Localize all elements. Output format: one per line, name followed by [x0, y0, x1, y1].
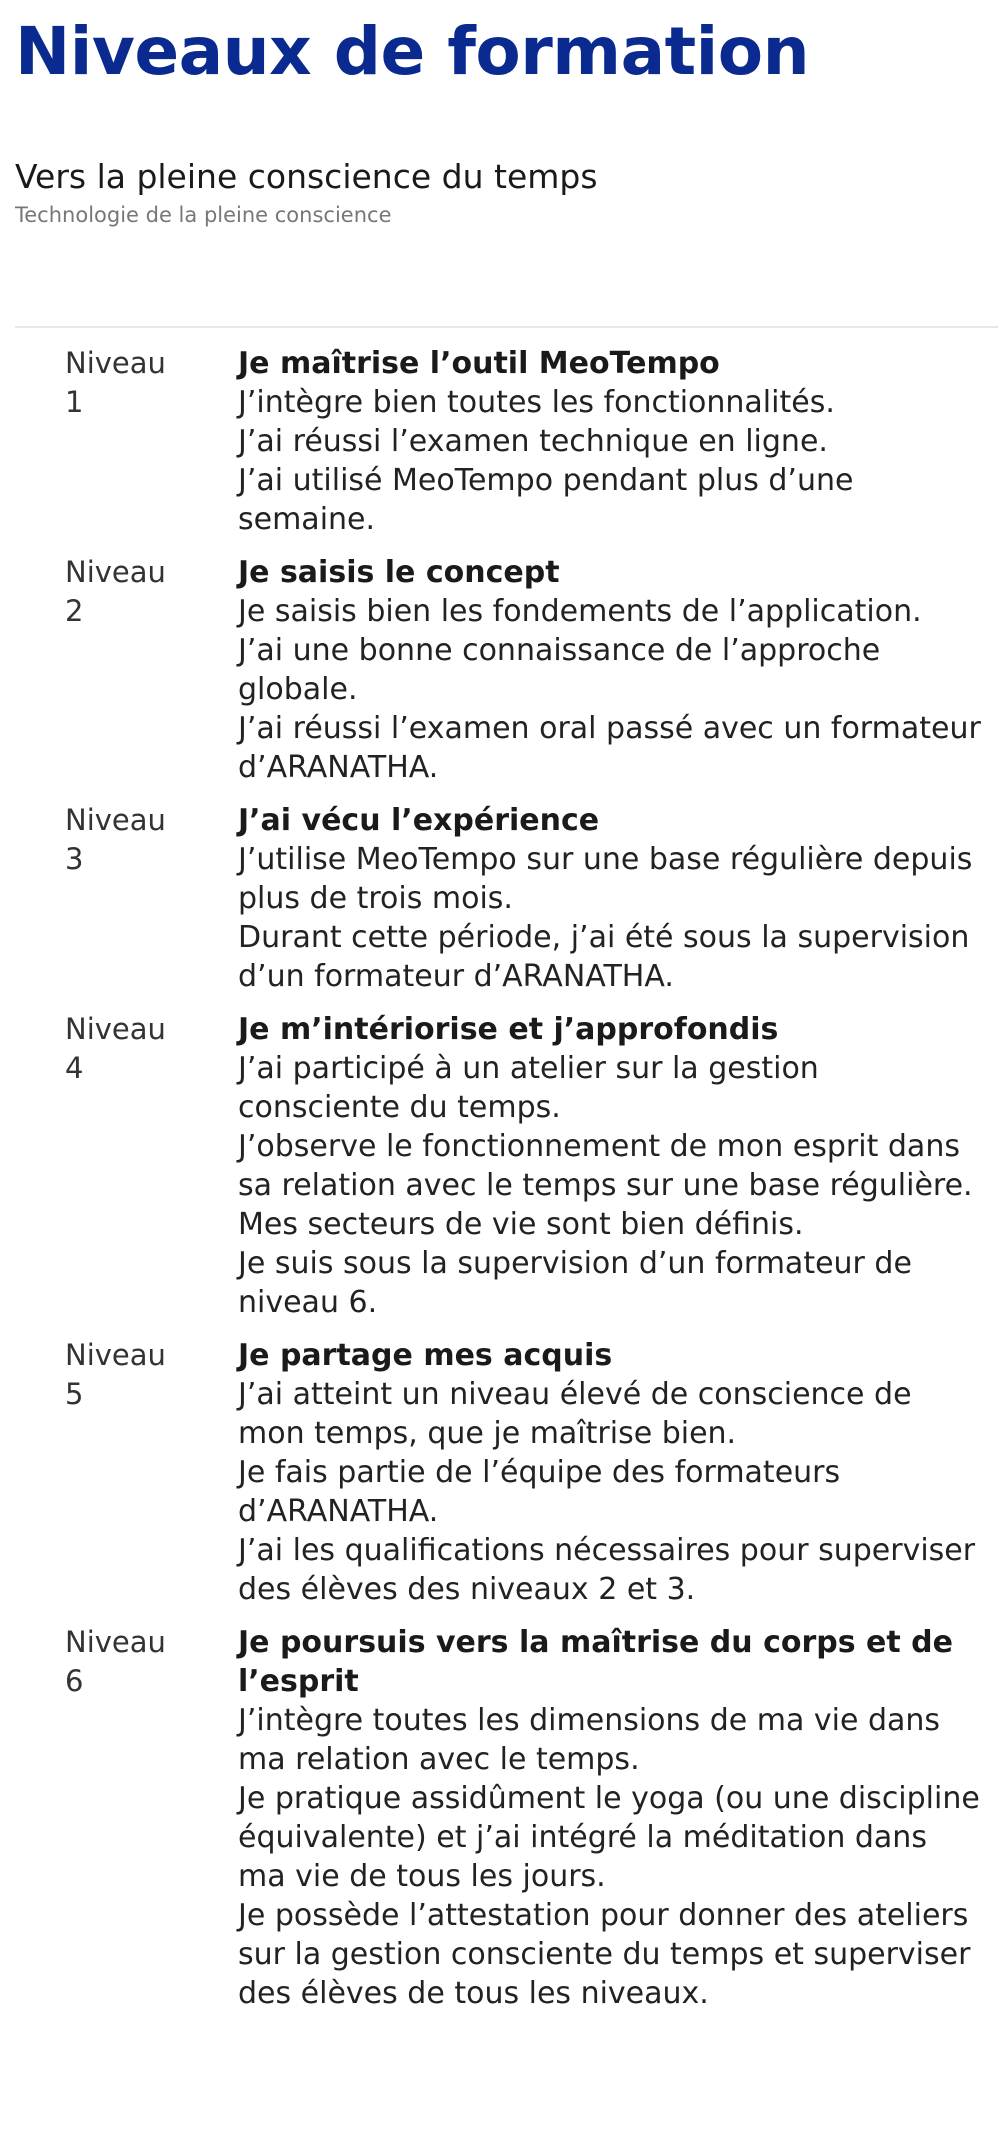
level-item-1	[15, 344, 985, 539]
level-item-6	[15, 1623, 985, 2013]
level-line: J’ai réussi l’examen oral passé avec un formateur d’ARANATHA.	[238, 711, 981, 785]
level-title: Je saisis le concept	[238, 555, 560, 590]
level-line: Durant cette période, j’ai été sous la supervision d’un formateur d’ARANATHA.	[238, 920, 970, 994]
level-title: Je m’intériorise et j’approfondis	[238, 1012, 779, 1047]
level-line: Je fais partie de l’équipe des formateurs d’ARANATHA.	[238, 1455, 841, 1529]
level-line: J’ai participé à un atelier sur la gestion consciente du temps.	[238, 1051, 819, 1125]
level-line: J’utilise MeoTempo sur une base régulière depuis plus de trois mois.	[238, 842, 973, 916]
page-title: Niveaux de formation	[15, 13, 810, 90]
level-line: Je possède l’attestation pour donner des ateliers sur la gestion consciente du temps et superviser des élèves de tous les niveaux.	[238, 1898, 971, 2011]
level-line: J’intègre toutes les dimensions de ma vie dans ma relation avec le temps.	[238, 1703, 941, 1777]
level-item-2	[15, 553, 985, 787]
level-label: Niveau 4	[65, 1012, 166, 1085]
level-body	[238, 801, 982, 996]
level-label: Niveau 2	[65, 555, 166, 628]
header-divider	[15, 326, 998, 328]
level-title: Je poursuis vers la maîtrise du corps et de l’esprit	[238, 1625, 954, 1699]
level-line: J’observe le fonctionnement de mon esprit dans sa relation avec le temps sur une base régulière.	[238, 1129, 973, 1203]
level-label: Niveau 5	[65, 1338, 166, 1411]
level-title: J’ai vécu l’expérience	[238, 803, 600, 838]
level-line: J’intègre bien toutes les fonctionnalités.	[238, 385, 835, 420]
level-label: Niveau 3	[65, 803, 166, 876]
level-label: Niveau 6	[65, 1625, 166, 1698]
level-body	[238, 1336, 982, 1609]
level-line: Je suis sous la supervision d’un formateur de niveau 6.	[238, 1246, 912, 1320]
page-tagline: Technologie de la pleine conscience	[15, 203, 392, 227]
level-title: Je partage mes acquis	[238, 1338, 613, 1373]
level-title: Je maîtrise l’outil MeoTempo	[238, 346, 720, 381]
level-line: Je saisis bien les fondements de l’application.	[238, 594, 922, 629]
level-line: J’ai les qualifications nécessaires pour superviser des élèves des niveaux 2 et 3.	[238, 1533, 976, 1607]
level-body	[238, 1623, 982, 2013]
page-subtitle: Vers la pleine conscience du temps	[15, 157, 598, 196]
level-line: Je pratique assidûment le yoga (ou une discipline équivalente) et j’ai intégré la méditation dans ma vie de tous les jours.	[238, 1781, 980, 1894]
level-line: J’ai utilisé MeoTempo pendant plus d’une semaine.	[238, 463, 854, 537]
level-item-4	[15, 1010, 985, 1322]
level-label: Niveau 1	[65, 346, 166, 419]
level-line: J’ai atteint un niveau élevé de conscience de mon temps, que je maîtrise bien.	[238, 1377, 912, 1451]
level-body	[238, 553, 982, 787]
level-line: J’ai réussi l’examen technique en ligne.	[238, 424, 828, 459]
levels-list	[15, 344, 985, 2013]
level-item-3	[15, 801, 985, 996]
level-body	[238, 1010, 982, 1322]
level-line: Mes secteurs de vie sont bien définis.	[238, 1207, 804, 1242]
level-body	[238, 344, 982, 539]
level-item-5	[15, 1336, 985, 1609]
level-line: J’ai une bonne connaissance de l’approche globale.	[238, 633, 881, 707]
